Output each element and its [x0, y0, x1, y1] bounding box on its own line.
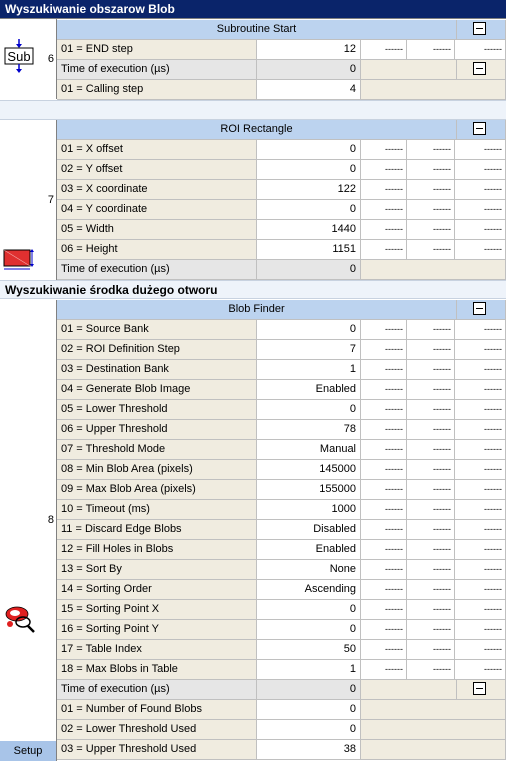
step-number: 7	[47, 194, 54, 206]
tool-name: ROI Rectangle	[57, 120, 457, 139]
parameter-value[interactable]: 0	[257, 200, 361, 219]
step-6-table	[57, 20, 506, 100]
dash-cell[interactable]: ------	[361, 240, 407, 259]
dash-cell[interactable]: ------	[407, 380, 455, 399]
dash-cell[interactable]: ------	[407, 180, 455, 199]
parameter-row[interactable]	[57, 560, 506, 580]
dash-cell[interactable]: ------	[455, 640, 506, 659]
section-title-hole-center: Wyszukiwanie środka dużego otworu	[0, 280, 506, 299]
tool-header-row	[57, 300, 506, 320]
dash-cell[interactable]: ------	[455, 220, 506, 239]
parameter-label: 01 = X offset	[57, 140, 257, 159]
parameter-label: 04 = Generate Blob Image	[57, 380, 257, 399]
dash-cell[interactable]: ------	[361, 200, 407, 219]
step-6-gutter[interactable]	[0, 19, 57, 99]
parameter-label: 16 = Sorting Point Y	[57, 620, 257, 639]
parameter-label: Time of execution (µs)	[57, 260, 257, 279]
execution-time-row	[57, 260, 506, 280]
parameter-label: 03 = Destination Bank	[57, 360, 257, 379]
dash-cell[interactable]: ------	[455, 360, 506, 379]
dash-cell[interactable]: ------	[455, 240, 506, 259]
parameter-row[interactable]	[57, 140, 506, 160]
dash-cell[interactable]: ------	[407, 160, 455, 179]
dash-cell[interactable]: ------	[361, 360, 407, 379]
parameter-row[interactable]	[57, 540, 506, 560]
parameter-value[interactable]: 1151	[257, 240, 361, 259]
parameter-row[interactable]	[57, 420, 506, 440]
dash-cell[interactable]: ------	[361, 640, 407, 659]
collapse-icon[interactable]	[473, 302, 486, 315]
tool-header-row	[57, 20, 506, 40]
parameter-value[interactable]: 1440	[257, 220, 361, 239]
parameter-value: 0	[257, 60, 361, 79]
parameter-row[interactable]	[57, 220, 506, 240]
dash-cell[interactable]: ------	[361, 220, 407, 239]
collapse-icon[interactable]	[473, 122, 486, 135]
dash-cell[interactable]: ------	[407, 340, 455, 359]
dash-cell[interactable]: ------	[361, 180, 407, 199]
parameter-label: 02 = ROI Definition Step	[57, 340, 257, 359]
parameter-label: 03 = X coordinate	[57, 180, 257, 199]
parameter-value[interactable]: 0	[257, 600, 361, 619]
dash-cell[interactable]: ------	[361, 560, 407, 579]
parameter-value: 0	[257, 680, 361, 699]
step-8-table	[57, 300, 506, 760]
parameter-value[interactable]: Enabled	[257, 540, 361, 559]
collapse-icon[interactable]	[473, 682, 486, 695]
parameter-label: 10 = Timeout (ms)	[57, 500, 257, 519]
dash-cell[interactable]: ------	[455, 520, 506, 539]
dash-cell[interactable]: ------	[455, 660, 506, 679]
dash-cell[interactable]: ------	[361, 480, 407, 499]
parameter-label: 01 = Source Bank	[57, 320, 257, 339]
dash-cell[interactable]: ------	[361, 620, 407, 639]
parameter-value[interactable]: 7	[257, 340, 361, 359]
subroutine-icon	[4, 39, 34, 73]
parameter-row[interactable]	[57, 440, 506, 460]
dash-cell[interactable]: ------	[361, 460, 407, 479]
parameter-value[interactable]: None	[257, 560, 361, 579]
dash-cell[interactable]: ------	[361, 400, 407, 419]
dash-cell[interactable]: ------	[455, 540, 506, 559]
parameter-label: 17 = Table Index	[57, 640, 257, 659]
parameter-label: 18 = Max Blobs in Table	[57, 660, 257, 679]
result-row	[57, 720, 506, 740]
step-7-gutter[interactable]	[0, 120, 57, 280]
dash-cell[interactable]: ------	[407, 620, 455, 639]
parameter-label: 04 = Y coordinate	[57, 200, 257, 219]
dash-cell[interactable]: ------	[455, 40, 506, 59]
parameter-row[interactable]	[57, 660, 506, 680]
tool-name: Blob Finder	[57, 300, 457, 319]
dash-cell[interactable]: ------	[455, 380, 506, 399]
dash-cell[interactable]: ------	[407, 600, 455, 619]
parameter-row[interactable]	[57, 480, 506, 500]
dash-cell[interactable]: ------	[407, 460, 455, 479]
execution-time-row	[57, 680, 506, 700]
dash-cell[interactable]: ------	[361, 580, 407, 599]
parameter-label: Time of execution (µs)	[57, 60, 257, 79]
parameter-label: 05 = Lower Threshold	[57, 400, 257, 419]
dash-cell[interactable]: ------	[455, 320, 506, 339]
spacer	[0, 100, 506, 120]
step-number: 8	[47, 514, 54, 526]
execution-time-row	[57, 60, 506, 80]
parameter-row[interactable]	[57, 180, 506, 200]
parameter-row[interactable]	[57, 380, 506, 400]
parameter-row[interactable]	[57, 500, 506, 520]
dash-cell[interactable]: ------	[361, 160, 407, 179]
parameter-label: 12 = Fill Holes in Blobs	[57, 540, 257, 559]
parameter-label: 05 = Width	[57, 220, 257, 239]
parameter-value[interactable]: Ascending	[257, 580, 361, 599]
dash-cell[interactable]: ------	[455, 400, 506, 419]
dash-cell[interactable]: ------	[455, 460, 506, 479]
parameter-row[interactable]	[57, 320, 506, 340]
dash-cell[interactable]: ------	[455, 200, 506, 219]
parameter-value[interactable]: 145000	[257, 460, 361, 479]
result-row	[57, 80, 506, 100]
dash-cell[interactable]: ------	[407, 520, 455, 539]
dash-cell[interactable]: ------	[407, 660, 455, 679]
dash-cell[interactable]: ------	[455, 140, 506, 159]
dash-cell[interactable]: ------	[361, 540, 407, 559]
subroutine-icon-label: Sub	[7, 49, 31, 64]
dash-cell[interactable]: ------	[407, 220, 455, 239]
dash-cell[interactable]: ------	[361, 380, 407, 399]
dash-cell[interactable]: ------	[361, 320, 407, 339]
result-label: 02 = Lower Threshold Used	[57, 720, 257, 739]
dash-cell[interactable]: ------	[455, 440, 506, 459]
dash-cell[interactable]: ------	[361, 40, 407, 59]
parameter-value[interactable]: 0	[257, 620, 361, 639]
result-label: 01 = Calling step	[57, 80, 257, 99]
dash-cell[interactable]: ------	[407, 500, 455, 519]
parameter-label: 13 = Sort By	[57, 560, 257, 579]
collapse-icon[interactable]	[473, 22, 486, 35]
dash-cell[interactable]: ------	[455, 180, 506, 199]
dash-cell[interactable]: ------	[361, 140, 407, 159]
parameter-label: 01 = END step	[57, 40, 257, 59]
parameter-row[interactable]	[57, 360, 506, 380]
parameter-value[interactable]: 1000	[257, 500, 361, 519]
dash-cell[interactable]: ------	[455, 160, 506, 179]
dash-cell[interactable]: ------	[361, 440, 407, 459]
blob-finder-icon	[3, 604, 37, 634]
dash-cell[interactable]: ------	[407, 40, 455, 59]
parameter-value[interactable]: 0	[257, 400, 361, 419]
parameter-row[interactable]	[57, 580, 506, 600]
dash-cell[interactable]: ------	[455, 340, 506, 359]
dash-cell[interactable]: ------	[455, 420, 506, 439]
dash-cell[interactable]: ------	[361, 600, 407, 619]
parameter-label: Time of execution (µs)	[57, 680, 257, 699]
collapse-icon[interactable]	[473, 62, 486, 75]
tool-header-row	[57, 120, 506, 140]
dash-cell[interactable]: ------	[407, 640, 455, 659]
parameter-value[interactable]: 50	[257, 640, 361, 659]
dash-cell[interactable]: ------	[407, 200, 455, 219]
dash-cell[interactable]: ------	[361, 660, 407, 679]
parameter-value: 0	[257, 260, 361, 279]
step-number: 6	[47, 53, 54, 65]
parameter-value[interactable]: 0	[257, 140, 361, 159]
dash-cell[interactable]: ------	[455, 580, 506, 599]
dash-cell[interactable]: ------	[407, 420, 455, 439]
result-value: 38	[257, 740, 361, 759]
dash-cell[interactable]: ------	[407, 240, 455, 259]
result-row	[57, 740, 506, 760]
parameter-label: 11 = Discard Edge Blobs	[57, 520, 257, 539]
parameter-label: 14 = Sorting Order	[57, 580, 257, 599]
dash-cell[interactable]: ------	[455, 500, 506, 519]
parameter-label: 09 = Max Blob Area (pixels)	[57, 480, 257, 499]
parameter-row[interactable]	[57, 240, 506, 260]
parameter-value[interactable]: 78	[257, 420, 361, 439]
parameter-value[interactable]: 1	[257, 660, 361, 679]
parameter-row[interactable]	[57, 340, 506, 360]
dash-cell[interactable]: ------	[455, 620, 506, 639]
parameter-label: 08 = Min Blob Area (pixels)	[57, 460, 257, 479]
parameter-label: 15 = Sorting Point X	[57, 600, 257, 619]
parameter-label: 06 = Height	[57, 240, 257, 259]
dash-cell[interactable]: ------	[407, 560, 455, 579]
result-label: 03 = Upper Threshold Used	[57, 740, 257, 759]
parameter-row[interactable]	[57, 40, 506, 60]
parameter-value[interactable]: 12	[257, 40, 361, 59]
dash-cell[interactable]: ------	[407, 480, 455, 499]
result-value: 0	[257, 700, 361, 719]
parameter-value[interactable]: 0	[257, 160, 361, 179]
dash-cell[interactable]: ------	[361, 500, 407, 519]
dash-cell[interactable]: ------	[455, 480, 506, 499]
dash-cell[interactable]: ------	[407, 440, 455, 459]
roi-rectangle-icon	[2, 244, 38, 272]
parameter-value[interactable]: Disabled	[257, 520, 361, 539]
setup-tab[interactable]: Setup	[0, 741, 57, 761]
dash-cell[interactable]: ------	[407, 580, 455, 599]
parameter-label: 07 = Threshold Mode	[57, 440, 257, 459]
dash-cell[interactable]: ------	[455, 600, 506, 619]
parameter-row[interactable]	[57, 160, 506, 180]
dash-cell[interactable]: ------	[407, 140, 455, 159]
result-label: 01 = Number of Found Blobs	[57, 700, 257, 719]
parameter-value[interactable]: 122	[257, 180, 361, 199]
parameter-value[interactable]: 0	[257, 320, 361, 339]
dash-cell[interactable]: ------	[407, 320, 455, 339]
step-8-gutter[interactable]	[0, 300, 57, 741]
dash-cell[interactable]: ------	[455, 560, 506, 579]
parameter-row[interactable]	[57, 200, 506, 220]
dash-cell[interactable]: ------	[407, 360, 455, 379]
parameter-row[interactable]	[57, 620, 506, 640]
parameter-label: 06 = Upper Threshold	[57, 420, 257, 439]
parameter-label: 02 = Y offset	[57, 160, 257, 179]
result-row	[57, 700, 506, 720]
dash-cell[interactable]: ------	[361, 340, 407, 359]
parameter-row[interactable]	[57, 520, 506, 540]
dash-cell[interactable]: ------	[407, 400, 455, 419]
result-value: 0	[257, 720, 361, 739]
parameter-row[interactable]	[57, 600, 506, 620]
dash-cell[interactable]: ------	[407, 540, 455, 559]
step-7-table	[57, 120, 506, 280]
parameter-value[interactable]: 1	[257, 360, 361, 379]
tool-name: Subroutine Start	[57, 20, 457, 39]
result-value: 4	[257, 80, 361, 99]
parameter-value[interactable]: Enabled	[257, 380, 361, 399]
parameter-row[interactable]	[57, 640, 506, 660]
section-title-blob-areas: Wyszukiwanie obszarow Blob	[0, 0, 506, 19]
parameter-row[interactable]	[57, 400, 506, 420]
parameter-row[interactable]	[57, 460, 506, 480]
dash-cell[interactable]: ------	[361, 420, 407, 439]
parameter-value[interactable]: Manual	[257, 440, 361, 459]
dash-cell[interactable]: ------	[361, 520, 407, 539]
parameter-value[interactable]: 155000	[257, 480, 361, 499]
